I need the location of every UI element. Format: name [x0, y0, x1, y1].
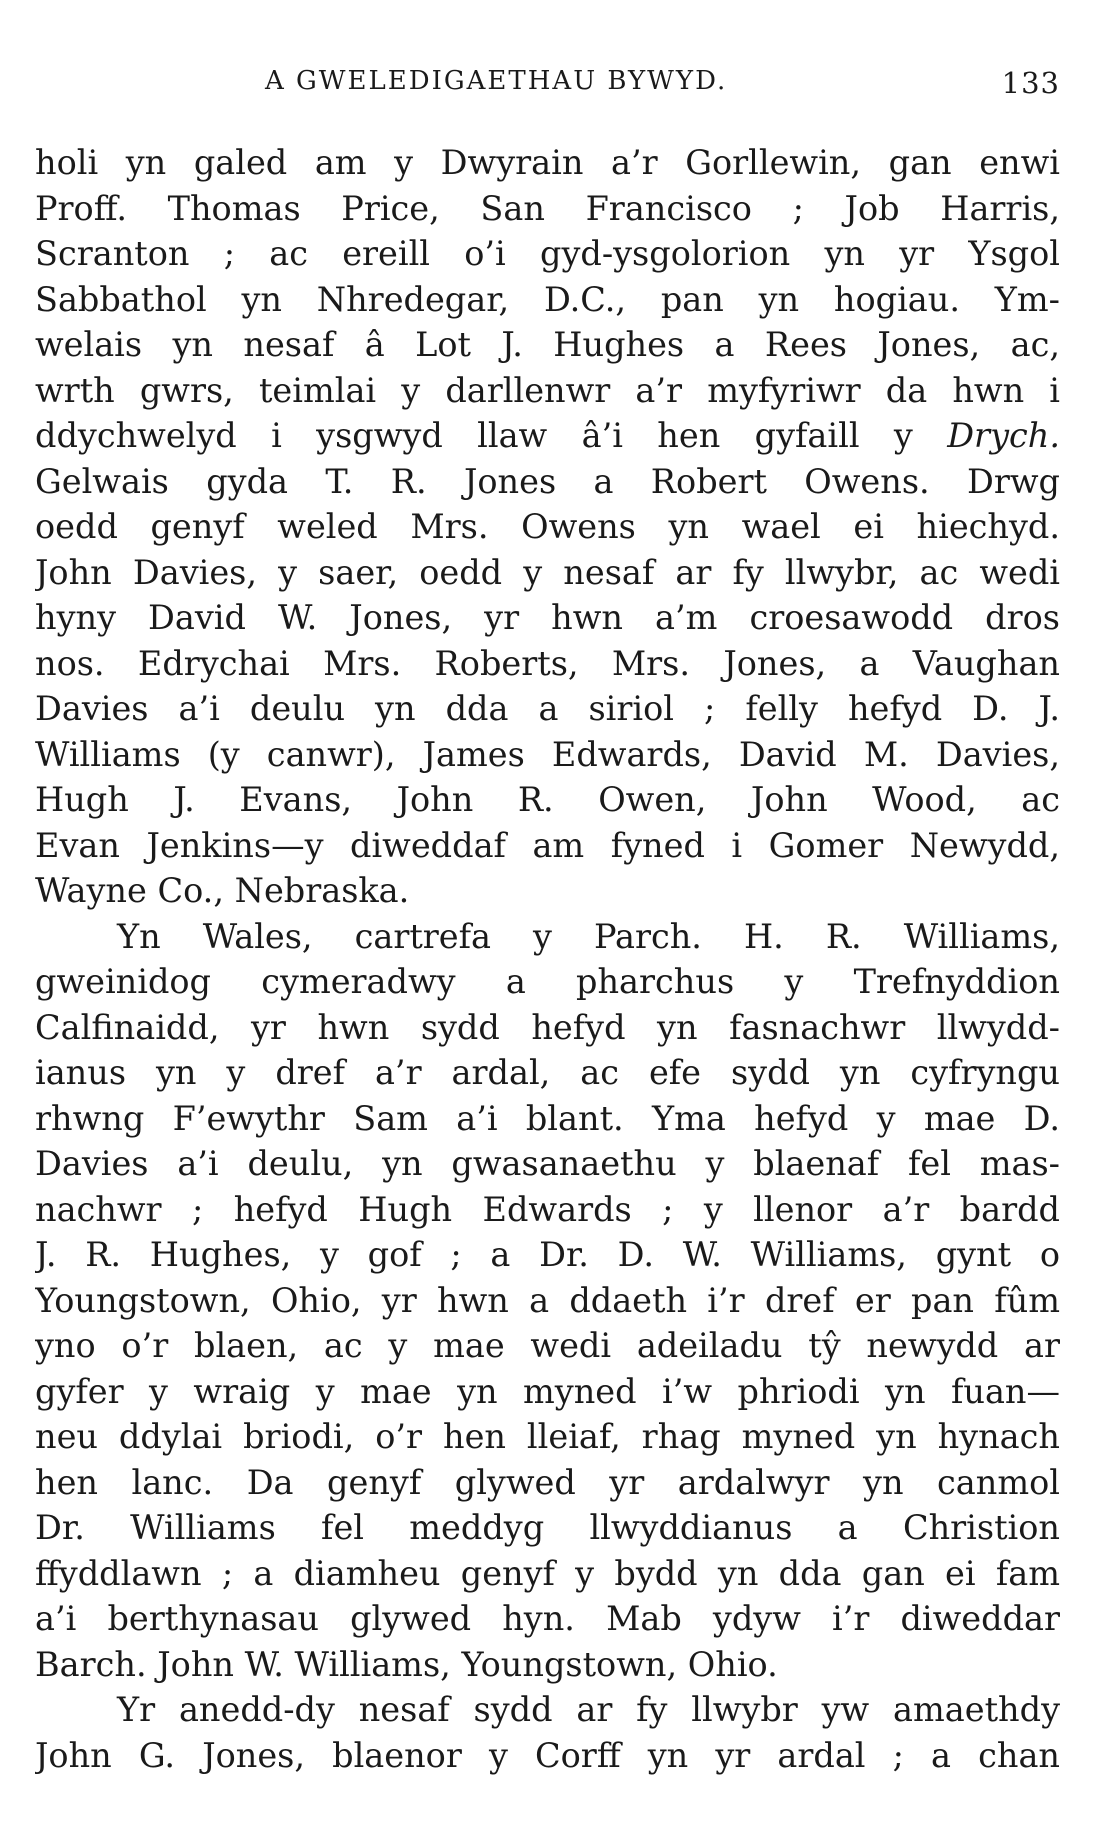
- text-line: Davies a’i deulu yn dda a siriol ; felly hefyd D. J.: [35, 689, 1060, 728]
- page-number: 133: [1001, 66, 1060, 100]
- text-line: Davies a’i deulu, yn gwasanaethu y blaenaf fel mas-: [35, 1144, 1060, 1183]
- text-line: wrth gwrs, teimlai y darllenwr a’r myfyriwr da hwn i: [35, 370, 1060, 410]
- text-line: [35, 413, 1060, 459]
- text-line: Sabbathol yn Nhredegar, D.C., pan yn hogiau. Ym-: [35, 279, 1060, 319]
- text-line: Youngstown, Ohio, yr hwn a ddaeth i’r dref er pan fûm: [35, 1280, 1060, 1320]
- text-line: nos. Edrychai Mrs. Roberts, Mrs. Jones, a Vaughan: [35, 643, 1060, 683]
- text-line: holi yn galed am y Dwyrain a’r Gorllewin, gan enwi: [35, 143, 1060, 182]
- text-line: hen lanc. Da genyf glywed yr ardalwyr yn canmol: [35, 1462, 1060, 1502]
- text-line: welais yn nesaf â Lot J. Hughes a Rees Jones, ac,: [35, 325, 1060, 364]
- text-line: John Davies, y saer, oedd y nesaf ar fy llwybr, ac wedi: [35, 552, 1060, 592]
- running-title: A GWELEDIGAETHAU BYWYD.: [265, 66, 728, 96]
- text-line: Gelwais gyda T. R. Jones a Robert Owens. Drwg: [35, 461, 1060, 501]
- text-line: Calfinaidd, yr hwn sydd hefyd yn fasnachwr llwydd-: [35, 1007, 1060, 1047]
- text-line: Barch. John W. Williams, Youngstown, Ohio.: [35, 1644, 778, 1684]
- text-line: neu ddylai briodi, o’r hen lleiaf, rhag myned yn hynach: [35, 1417, 1060, 1456]
- text-line: J. R. Hughes, y gof ; a Dr. D. W. Williams, gynt o: [35, 1235, 1060, 1274]
- text-line: yno o’r blaen, ac y mae wedi adeiladu tŷ newydd ar: [35, 1326, 1060, 1365]
- text-line: John G. Jones, blaenor y Corff yn yr ardal ; a chan: [35, 1735, 1060, 1775]
- text-line: Evan Jenkins—y diweddaf am fyned i Gomer Newydd,: [35, 825, 1060, 865]
- text-line: Yr anedd-dy nesaf sydd ar fy llwybr yw amaethdy: [117, 1690, 1060, 1729]
- italic-title: Drych.: [947, 416, 1060, 455]
- text-line: gweinidog cymeradwy a pharchus y Trefnyddion: [35, 962, 1060, 1001]
- text-line: oedd genyf weled Mrs. Owens yn wael ei hiechyd.: [35, 507, 1060, 546]
- text-line: ffyddlawn ; a diamheu genyf y bydd yn dda gan ei fam: [35, 1553, 1060, 1593]
- text-line: nachwr ; hefyd Hugh Edwards ; y llenor a’r bardd: [35, 1189, 1060, 1229]
- text-line: a’i berthynasau glywed hyn. Mab ydyw i’r diweddar: [35, 1599, 1060, 1638]
- text-line: hyny David W. Jones, yr hwn a’m croesawodd dros: [35, 598, 1060, 637]
- text-line: ianus yn y dref a’r ardal, ac efe sydd yn cyfryngu: [35, 1053, 1060, 1092]
- text-line-segment: ddychwelyd i ysgwyd llaw â’i hen gyfaill y: [35, 416, 913, 455]
- text-line: Hugh J. Evans, John R. Owen, John Wood, ac: [35, 780, 1060, 819]
- text-line: Dr. Williams fel meddyg llwyddianus a Christion: [35, 1508, 1060, 1547]
- text-line: Yn Wales, cartrefa y Parch. H. R. Williams,: [117, 916, 1060, 956]
- text-line: Proff. Thomas Price, San Francisco ; Job Harris,: [35, 188, 1060, 228]
- text-line: Scranton ; ac ereill o’i gyd-ysgolorion yn yr Ysgol: [35, 234, 1060, 273]
- running-header: [35, 60, 1060, 100]
- body-text: [35, 140, 1060, 1778]
- text-line: Wayne Co., Nebraska.: [35, 871, 410, 910]
- text-line: Williams (y canwr), James Edwards, David M. Davies,: [35, 734, 1060, 774]
- text-line: rhwng F’ewythr Sam a’i blant. Yma hefyd y mae D.: [35, 1098, 1060, 1138]
- book-page: [35, 60, 1060, 1778]
- text-line: gyfer y wraig y mae yn myned i’w phriodi yn fuan—: [35, 1371, 1060, 1411]
